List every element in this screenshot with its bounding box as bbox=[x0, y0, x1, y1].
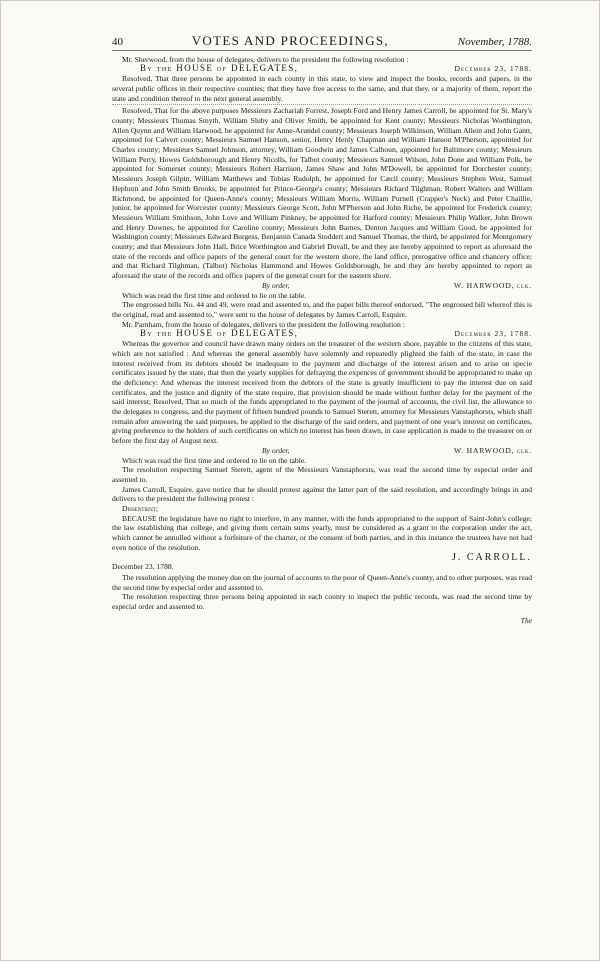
house-heading-2-title: By the HOUSE of DELEGATES, bbox=[140, 328, 299, 339]
paragraph-whereas: Whereas the governor and council have drawn many orders on the treasurer of the western shore, payable to the citizens of this state, which are not satisfied : And whereas the general assembly have solemnly and repeatedly plighted the faith of the state, in case the interest received from its debtors should be inadequate to the payment and discharge of the interest arisen and to arise on specie certificates issued by the state, that then the yearly supplies for defraying the expences of government should be appropriated to make up the deficiency: And whereas the interest received from the debtors of the state is greatly insufficient to pay the interest due on said certificates, and the justice and dignity of the state require, that provision should be made without further delay for the payment of the said interest; Resolved, That so much of the funds appropriated to the payment of the journal of accounts, the civil list, the allowance to the delegates to congress, and the payment of fifteen hundred pounds to Samuel Sterett, attorney for Messieurs Vanstaphorsts, which shall remain after answering the said purposes, be applied to the discharge of the said orders, and payment of one year's interest on certificates, giving preference to the holders of such certificates on which no interest has been drawn, in case application is made to the treasurer on or before the first day of August next. bbox=[112, 339, 532, 446]
house-heading-2 bbox=[112, 329, 532, 339]
paragraph-protest: BECAUSE the legislature have no right to interfere, in any manner, with the funds appropriated to the support of Saint-John's college; the law establishing that college, and giving them certain sums yearly, must be considered as a grant to the corporation under the act, which cannot be annulled without a forfeiture of the charter, or the consent of both parties, and in this instance the trustees have not had even notice of the resolution. bbox=[112, 513, 532, 552]
running-title: VOTES AND PROCEEDINGS, bbox=[191, 33, 389, 48]
house-heading-1-title: By the HOUSE of DELEGATES, bbox=[140, 63, 299, 74]
paragraph-public-records: The resolution respecting three persons being appointed in each county to inspect the public records, was read the second time by especial order and assented to. bbox=[112, 592, 532, 612]
running-month: November, 1788. bbox=[457, 36, 532, 48]
paragraph-resolved-1: Resolved, That three persons be appointed in each county in this state, to view and inspect the books, records and papers, in the several public offices in their respective counties; that they have free access to the same, and that they, or a majority of them, report the state and condition thereof to the next general assembly. bbox=[112, 74, 532, 103]
clerk-signature-2: W. HARWOOD, clk. bbox=[454, 445, 532, 455]
paragraph-parnham: Mr. Parnham, from the house of delegates, delivers to the president the following resolution : bbox=[122, 319, 405, 329]
paragraph-sherwood: Mr. Sherwood, from the house of delegates, delivers to the president the following resolution : bbox=[122, 54, 409, 64]
signature-block-1 bbox=[112, 281, 532, 291]
document-page bbox=[112, 33, 532, 625]
house-heading-1-date: December 23, 1788. bbox=[454, 64, 532, 74]
carroll-signature: J. CARROLL. bbox=[451, 551, 532, 563]
running-header bbox=[112, 33, 532, 51]
paragraph-carroll-notice: James Carroll, Esquire, gave notice that he should protest against the latter part of the said resolution, and accordingly brings in and delivers to the president the following protest : bbox=[112, 484, 532, 504]
paragraph-sterett: The resolution respecting Samuel Sterett, agent of the Messieurs Vanstaphorsts, was read the second time by especial order and assented to. bbox=[112, 465, 532, 484]
paragraph-first-reading-1: Which was read the first time and ordered to lie on the table. bbox=[122, 290, 307, 300]
paragraph-engrossed-bills: The engrossed bills No. 44 and 49, were read and assented to, and the paper bills thereof endorsed, "The engrossed bill whereof this is the original, read and assented to," were sent to the house of delegates by James Carroll, Esquire. bbox=[112, 300, 532, 319]
paragraph-first-reading-2: Which was read the first time and ordered to lie on the table. bbox=[122, 455, 307, 465]
clerk-signature-1: W. HARWOOD, clk. bbox=[454, 280, 532, 290]
dissentient-heading: Dissentient; bbox=[122, 504, 158, 514]
page-number: 40 bbox=[112, 36, 123, 48]
divider bbox=[112, 104, 532, 105]
by-order-2: By order, bbox=[262, 445, 290, 455]
by-order-1: By order, bbox=[262, 280, 290, 290]
paragraph-queen-annes: The resolution applying the money due on the journal of accounts to the poor of Queen-Anne's county, and to other purposes, was read the second time by especial order and assented to. bbox=[112, 572, 532, 592]
protest-date: December 23, 1788. bbox=[112, 562, 174, 572]
house-heading-1 bbox=[112, 64, 532, 74]
catchword: The bbox=[520, 615, 532, 625]
paragraph-resolved-2: Resolved, That for the above purposes Messieurs Zachariah Forrest, Joseph Ford and Henry James Carroll, be appointed for St. Mary's county; Messieurs Thomas Smyth, William Sluby and Oliver Smith, be appointed for Kent county; Messieurs Nicholas Worthington, Allen Quynn and William Harwood, be appointed for Anne-Arundel county; Messieurs Joseph Wilkinson, William Allein and John Gantt, appointed for Calvert county; Messieurs Samuel Hanson, senior, Henry Henly Chapman and William Hanson M'Pherson, appointed for Charles county; Messieurs Samuel Johnson, attorney, William Goodwin and James Calhoun, appointed for Baltimore county; Messieurs William Perry, Howes Goldsborough and Henry Nicolls, for Talbot county; Messieurs Samuel Wilson, John Done and William Polk, be appointed for Somerset county; Messieurs Robert Harrison, James Shaw and John M'Dowell, be appointed for Dorchester county; Messieurs Joseph Gilpin, William Matthews and Tobias Rudolph, be appointed for Cæcil county; Messieurs Stephen West, Samuel Hepburn and John Smith Brooks, be appointed for Prince-George's county; Messieurs Richard Tilghman, Robert Walters and William Richmond, be appointed for Queen-Anne's county; Messieurs William Morris, William Purnell (Crapper's Neck) and Peter Chaillie, junior, be appointed for Worcester county; Messieurs George Scott, John M'Pherson and John Riche, be appointed for Frederick county; Messieurs William Smithson, John Love and William Pinkney, be appointed for Harford county; Messieurs Philip Walker, John Brown and Henry Downes, be appointed for Caroline county; Messieurs John Barnes, Denton Jacques and William Good, be appointed for Washington county; Messieurs Edward Burgess, Benjamin Canada Stoddert and Samuel Thomas, the third, be appointed for Montgomery county; and that Messieurs John Hall, Brice Worthington and Gabriel Duvall, be and they are hereby appointed to report as aforesaid the state of the records and office papers of the general court for the western shore, the land office, prerogative office and chancery office; and that Richard Tilghman, (Talbot) Nicholas Hammond and Howes Goldsborough, be and they are hereby appointed to report as aforesaid the state of the records and office papers of the general court for the eastern shore. bbox=[112, 106, 532, 281]
house-heading-2-date: December 23, 1788. bbox=[454, 329, 532, 339]
signature-block-2 bbox=[112, 446, 532, 456]
